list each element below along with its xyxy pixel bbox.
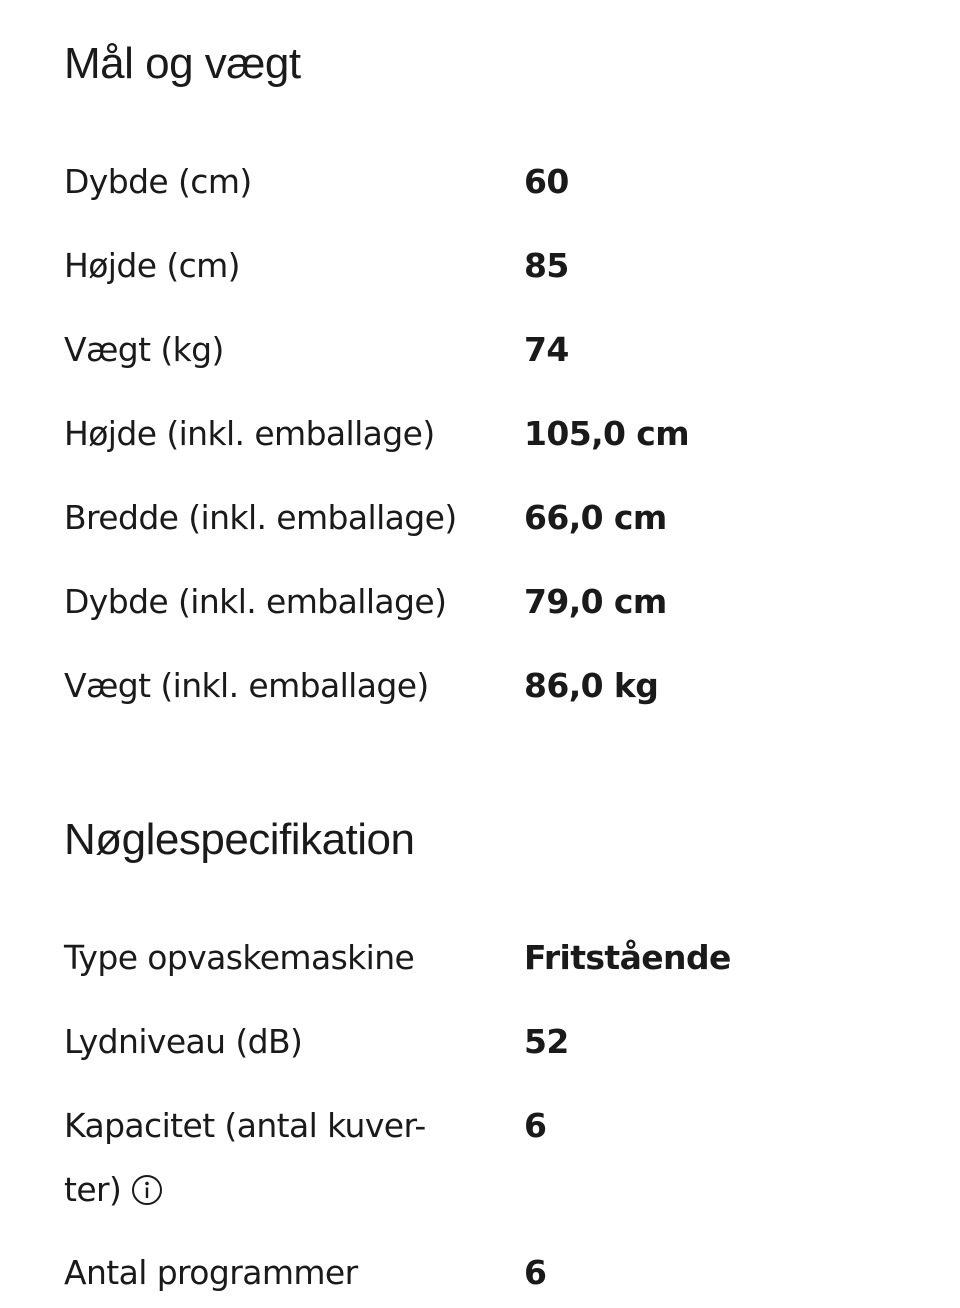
spec-row-height: [64, 234, 924, 298]
info-icon[interactable]: [131, 1163, 163, 1195]
spec-row-height-packaged: [64, 402, 924, 466]
spec-label: Højde (inkl. emballage): [64, 414, 435, 453]
spec-value: 6: [524, 1106, 547, 1145]
spec-value: 60: [524, 162, 569, 201]
spec-label-continuation: ter): [64, 1170, 122, 1209]
spec-row-depth: [64, 150, 924, 214]
spec-value: 85: [524, 246, 569, 285]
spec-row-capacity: [64, 1094, 924, 1222]
spec-value: 52: [524, 1022, 569, 1061]
spec-label: Dybde (cm): [64, 162, 252, 201]
spec-value: 6: [524, 1253, 547, 1292]
spec-value: 105,0 cm: [524, 414, 690, 453]
spec-label: Type opvaskemaskine: [64, 938, 415, 977]
spec-value: 79,0 cm: [524, 582, 667, 621]
spec-row-weight-packaged: [64, 654, 924, 718]
spec-label: Antal programmer: [64, 1253, 358, 1292]
spec-label: Lydniveau (dB): [64, 1022, 303, 1061]
spec-row-program-count: [64, 1241, 924, 1305]
spec-value: 74: [524, 330, 569, 369]
spec-label: Vægt (inkl. emballage): [64, 666, 429, 705]
spec-label: Vægt (kg): [64, 330, 224, 369]
spec-label: [64, 1094, 524, 1222]
spec-label-line: Kapacitet (antal kuver-: [64, 1106, 426, 1145]
spec-label-line: [64, 1158, 524, 1222]
spec-value: Fritstående: [524, 938, 731, 977]
spec-row-depth-packaged: [64, 570, 924, 634]
spec-row-noise-level: [64, 1010, 924, 1074]
spec-label: Højde (cm): [64, 246, 240, 285]
spec-label: Dybde (inkl. emballage): [64, 582, 447, 621]
spec-row-width-packaged: [64, 486, 924, 550]
spec-label: Bredde (inkl. emballage): [64, 498, 457, 537]
spec-row-dishwasher-type: [64, 926, 924, 990]
spec-value: 66,0 cm: [524, 498, 667, 537]
section-title-key-specs: Nøglespecifikation: [64, 815, 415, 864]
spec-value: 86,0 kg: [524, 666, 659, 705]
section-title-dimensions: Mål og vægt: [64, 39, 301, 88]
spec-row-weight: [64, 318, 924, 382]
